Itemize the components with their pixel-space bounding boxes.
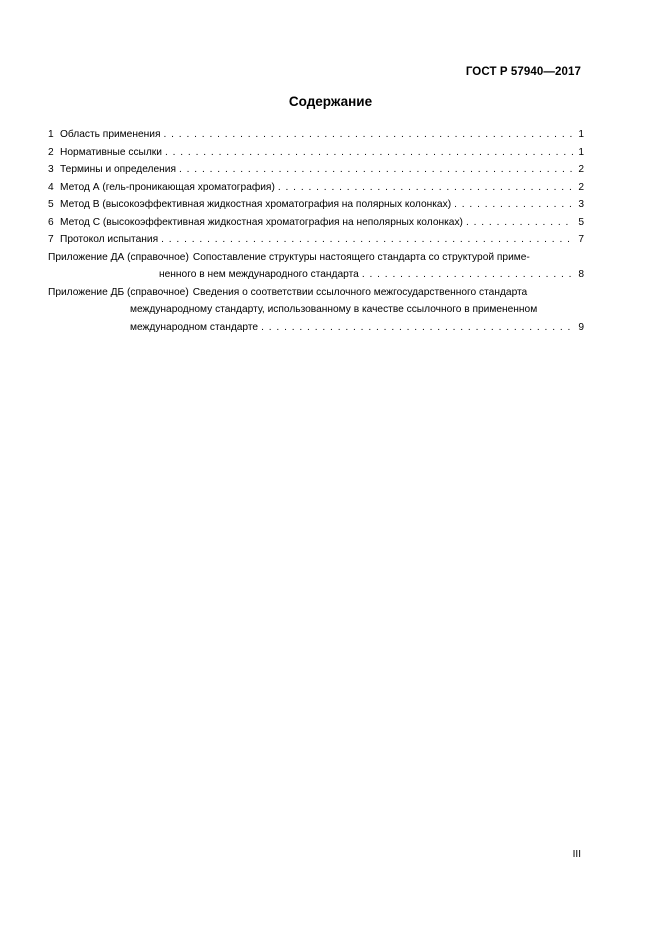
appendix-label: Приложение ДА (справочное) (48, 251, 189, 263)
appendix-title-line: международном стандарте (130, 321, 259, 333)
toc-appendix-da[interactable] (48, 249, 584, 267)
toc-item-text: Протокол испытания (60, 234, 159, 245)
dot-leader (278, 179, 573, 197)
appendix-title-line: Сведения о соответствии ссылочного межгосударственного стандарта (192, 286, 528, 298)
dot-leader (165, 144, 573, 162)
toc-item-text: Метод В (высокоэффективная жидкостная хроматография на полярных колонках) (60, 199, 452, 210)
toc-item-text: Метод А (гель-проникающая хроматография) (60, 181, 275, 193)
toc-item-text: Метод С (высокоэффективная жидкостная хроматография на неполярных колонках) (60, 216, 463, 228)
dot-leader (454, 196, 573, 214)
toc-item-1[interactable] (48, 126, 584, 144)
toc-item-number: 3 (48, 164, 54, 175)
appendix-label: Приложение ДБ (справочное) (48, 286, 189, 298)
dot-leader (179, 161, 573, 179)
dot-leader (161, 231, 573, 249)
page-number: III (572, 849, 581, 860)
toc-item-page: 5 (578, 216, 584, 228)
document-code: ГОСТ Р 57940—2017 (465, 66, 581, 78)
toc-item-3[interactable] (48, 161, 584, 179)
toc-title: Содержание (288, 94, 373, 109)
appendix-title-line: Сопоставление структуры настоящего стандарта со структурой приме- (192, 251, 530, 263)
table-of-contents (48, 126, 584, 336)
dot-leader (466, 214, 573, 232)
appendix-title-line: ненного в нем международного стандарта (159, 269, 359, 280)
toc-item-number: 7 (48, 234, 54, 245)
toc-item-6[interactable] (48, 214, 584, 232)
appendix-title-line: международному стандарту, использованному в качестве ссылочного в примененном (130, 304, 538, 315)
toc-item-number: 4 (48, 181, 54, 193)
toc-item-text: Область применения (60, 129, 161, 140)
toc-item-number: 5 (48, 199, 54, 210)
dot-leader (261, 319, 573, 337)
toc-appendix-db-cont[interactable] (48, 301, 584, 319)
toc-appendix-da-cont[interactable] (48, 266, 584, 284)
toc-item-7[interactable] (48, 231, 584, 249)
dot-leader (163, 126, 573, 144)
toc-item-number: 2 (48, 146, 54, 158)
toc-item-page: 2 (578, 164, 584, 175)
toc-item-number: 1 (48, 129, 54, 140)
toc-item-page: 7 (578, 234, 584, 245)
toc-item-2[interactable] (48, 144, 584, 162)
toc-appendix-db-cont2[interactable] (48, 319, 584, 337)
toc-item-page: 3 (578, 199, 584, 210)
toc-appendix-db[interactable] (48, 284, 584, 302)
toc-item-4[interactable] (48, 179, 584, 197)
toc-item-5[interactable] (48, 196, 584, 214)
toc-item-text: Нормативные ссылки (60, 146, 162, 158)
dot-leader (362, 266, 573, 284)
toc-item-number: 6 (48, 216, 54, 228)
toc-item-text: Термины и определения (60, 164, 176, 175)
toc-item-page: 2 (578, 181, 584, 193)
toc-item-page: 1 (578, 146, 584, 158)
toc-item-page: 9 (578, 321, 584, 333)
toc-item-page: 1 (578, 129, 584, 140)
toc-item-page: 8 (578, 269, 584, 280)
